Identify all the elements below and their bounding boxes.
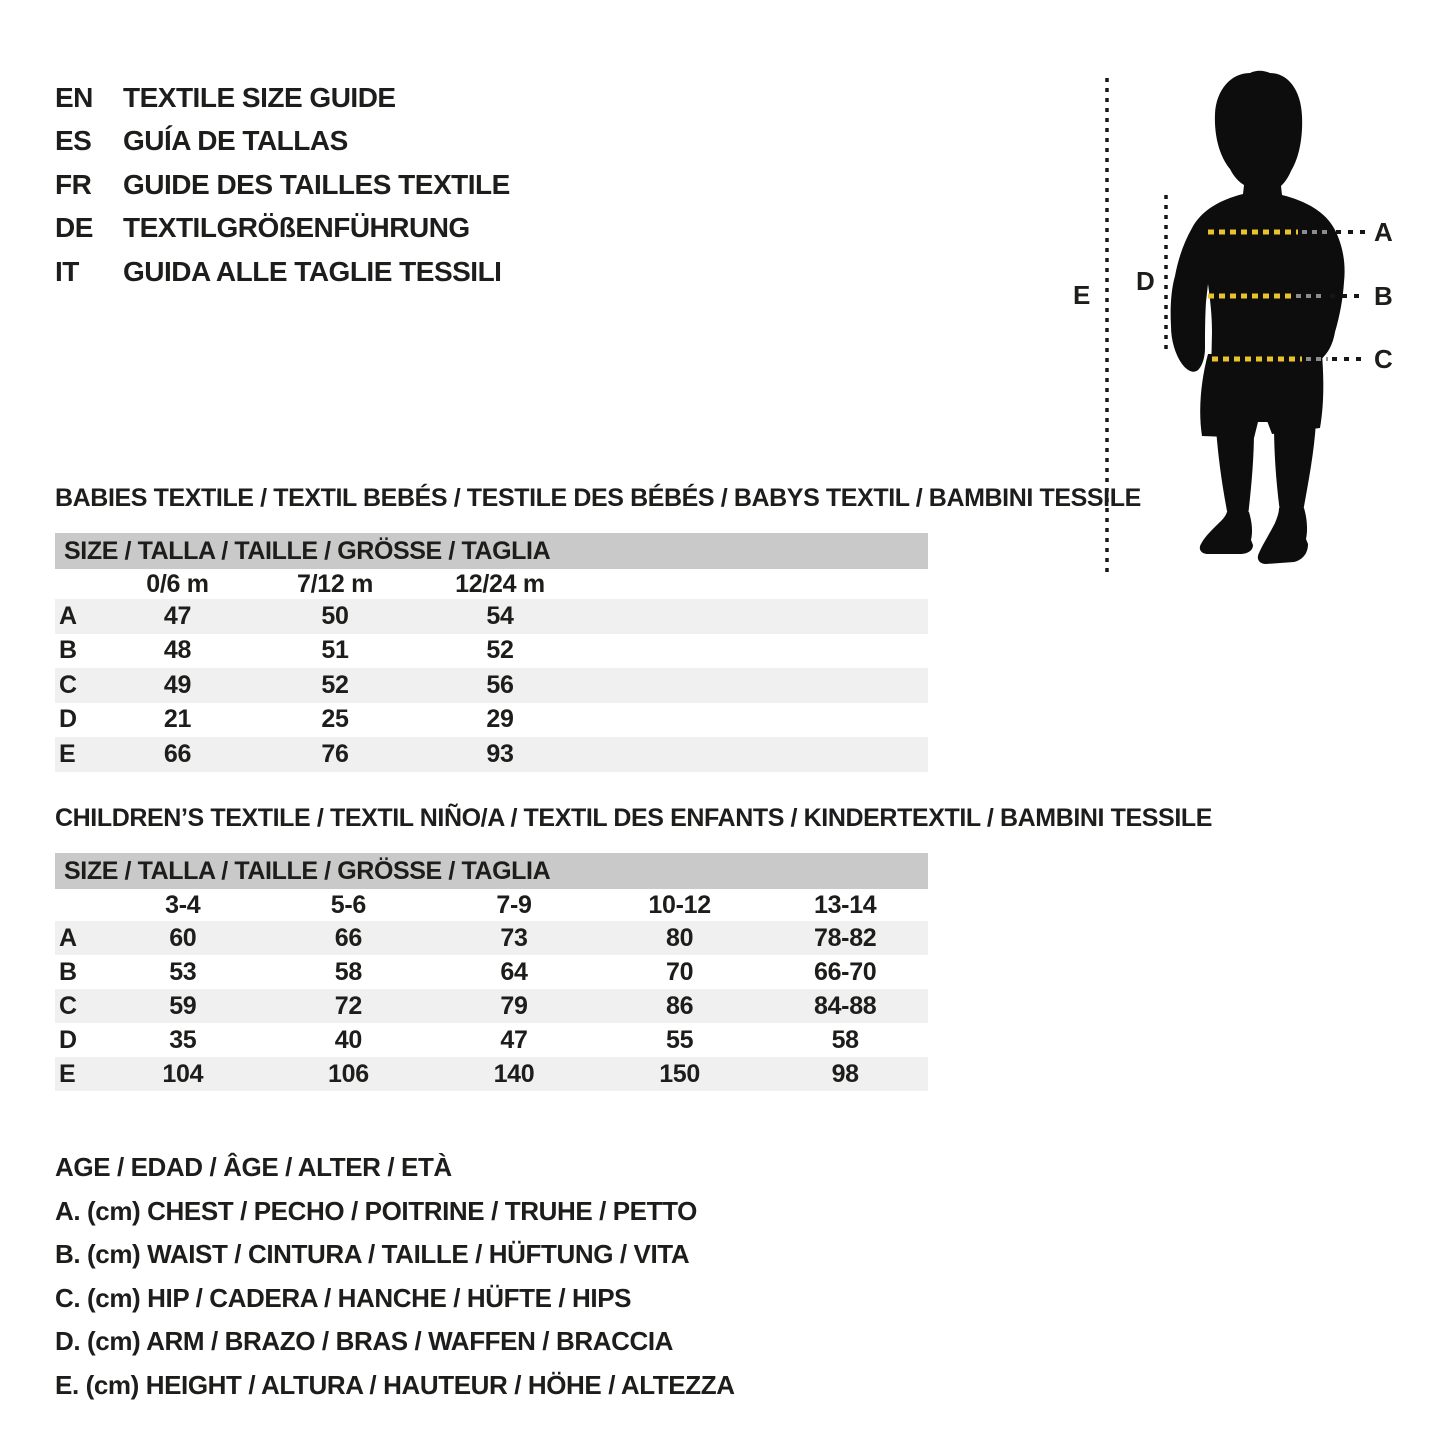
lang-code: IT <box>55 255 79 287</box>
figure-label-a: A <box>1374 217 1393 247</box>
babies-size-table <box>55 533 928 772</box>
child-silhouette-right-shoe <box>1258 508 1308 564</box>
cell: 52 <box>321 670 349 699</box>
column-header: 0/6 m <box>146 569 209 598</box>
cell: 52 <box>486 636 514 665</box>
cell: 86 <box>665 991 694 1020</box>
legend-line-arm: D. (cm) ARM / BRAZO / BRAS / WAFFEN / BRACCIA <box>55 1326 674 1357</box>
table-row <box>55 1057 928 1091</box>
child-silhouette-left-shoe <box>1200 512 1253 554</box>
cell: 53 <box>169 957 197 986</box>
cell: 50 <box>321 601 349 630</box>
babies-size-header-bar: SIZE / TALLA / TAILLE / GRÖSSE / TAGLIA <box>55 533 928 569</box>
row-label: C <box>59 991 77 1020</box>
lang-row-fr <box>55 163 510 207</box>
row-label: D <box>59 1025 77 1054</box>
row-label: D <box>59 705 77 734</box>
lang-row-es <box>55 120 510 164</box>
lang-code: EN <box>55 81 93 113</box>
row-label: B <box>59 957 77 986</box>
cell: 60 <box>169 923 197 952</box>
children-column-header-row <box>55 889 928 921</box>
legend-line-chest: A. (cm) CHEST / PECHO / POITRINE / TRUHE / PETTO <box>55 1195 697 1226</box>
cell: 47 <box>163 601 192 630</box>
lang-code: FR <box>55 168 92 200</box>
cell: 70 <box>665 957 694 986</box>
row-label: C <box>59 670 77 699</box>
cell: 104 <box>162 1059 204 1088</box>
children-size-table <box>55 853 928 1091</box>
table-row <box>55 921 928 955</box>
cell: 47 <box>500 1025 528 1054</box>
cell: 140 <box>493 1059 535 1088</box>
cell: 73 <box>500 923 528 952</box>
babies-column-header-row <box>55 569 928 599</box>
cell: 51 <box>321 636 349 665</box>
legend-line-waist: B. (cm) WAIST / CINTURA / TAILLE / HÜFTUNG / VITA <box>55 1239 690 1270</box>
cell: 78-82 <box>813 923 877 952</box>
legend-line-hip: C. (cm) HIP / CADERA / HANCHE / HÜFTE / HIPS <box>55 1282 632 1313</box>
cell: 84-88 <box>813 991 877 1020</box>
babies-section-heading: BABIES TEXTILE / TEXTIL BEBÉS / TESTILE DES BÉBÉS / BABYS TEXTIL / BAMBINI TESSILE <box>55 484 1141 512</box>
figure-label-c: C <box>1374 344 1393 374</box>
cell: 55 <box>665 1025 694 1054</box>
cell: 76 <box>321 739 349 768</box>
cell: 40 <box>334 1025 362 1054</box>
row-label: E <box>59 1059 76 1088</box>
cell: 66 <box>334 923 362 952</box>
row-label: E <box>59 739 76 768</box>
table-row <box>55 599 928 634</box>
child-silhouette-right-leg <box>1274 422 1316 512</box>
row-label: A <box>59 601 77 630</box>
language-title-list <box>55 76 510 294</box>
figure-label-e: E <box>1073 280 1090 310</box>
table-row <box>55 737 928 772</box>
legend-line-age: AGE / EDAD / ÂGE / ALTER / ETÀ <box>55 1152 452 1183</box>
table-row <box>55 668 928 703</box>
figure-label-b: B <box>1374 281 1393 311</box>
cell: 79 <box>500 991 528 1020</box>
row-label: A <box>59 923 77 952</box>
lang-row-de <box>55 207 510 251</box>
children-size-header-bar: SIZE / TALLA / TAILLE / GRÖSSE / TAGLIA <box>55 853 928 889</box>
cell: 29 <box>486 705 514 734</box>
cell: 48 <box>163 636 192 665</box>
legend-line-height: E. (cm) HEIGHT / ALTURA / HAUTEUR / HÖHE / ALTEZZA <box>55 1369 735 1400</box>
table-row <box>55 989 928 1023</box>
cell: 66 <box>163 739 192 768</box>
lang-title: TEXTILGRÖßENFÜHRUNG <box>123 212 470 244</box>
children-section-heading: CHILDREN’S TEXTILE / TEXTIL NIÑO/A / TEXTIL DES ENFANTS / KINDERTEXTIL / BAMBINI TESSILE <box>55 804 1213 832</box>
lang-code: ES <box>55 125 92 157</box>
measurement-legend <box>55 1146 735 1407</box>
cell: 35 <box>169 1025 197 1054</box>
cell: 58 <box>831 1025 859 1054</box>
table-row <box>55 1023 928 1057</box>
child-silhouette-left-leg <box>1216 428 1254 516</box>
cell: 49 <box>163 670 192 699</box>
column-header: 13-14 <box>813 890 877 919</box>
cell: 66-70 <box>813 957 877 986</box>
cell: 93 <box>486 739 514 768</box>
column-header: 7-9 <box>496 890 532 919</box>
measurement-figure <box>1040 60 1445 600</box>
lang-title: GUIDE DES TAILLES TEXTILE <box>123 168 510 200</box>
lang-title: GUIDA ALLE TAGLIE TESSILI <box>123 255 502 287</box>
column-header: 5-6 <box>330 890 366 919</box>
lang-row-it <box>55 250 510 294</box>
column-header: 10-12 <box>648 890 711 919</box>
column-header: 3-4 <box>165 890 201 919</box>
lang-title: TEXTILE SIZE GUIDE <box>123 81 396 113</box>
cell: 59 <box>169 991 197 1020</box>
row-label: B <box>59 636 77 665</box>
lang-title: GUÍA DE TALLAS <box>123 125 348 157</box>
cell: 150 <box>659 1059 700 1088</box>
cell: 25 <box>321 705 349 734</box>
cell: 72 <box>334 991 362 1020</box>
cell: 58 <box>334 957 362 986</box>
column-header: 7/12 m <box>296 569 374 598</box>
cell: 80 <box>665 923 694 952</box>
lang-code: DE <box>55 212 93 244</box>
cell: 64 <box>500 957 528 986</box>
cell: 98 <box>831 1059 859 1088</box>
table-row <box>55 703 928 738</box>
cell: 54 <box>486 601 514 630</box>
table-row <box>55 634 928 669</box>
cell: 21 <box>163 705 192 734</box>
column-header: 12/24 m <box>455 569 545 598</box>
lang-row-en <box>55 76 510 120</box>
cell: 56 <box>486 670 514 699</box>
table-row <box>55 955 928 989</box>
cell: 106 <box>327 1059 369 1088</box>
figure-label-d: D <box>1136 266 1155 296</box>
